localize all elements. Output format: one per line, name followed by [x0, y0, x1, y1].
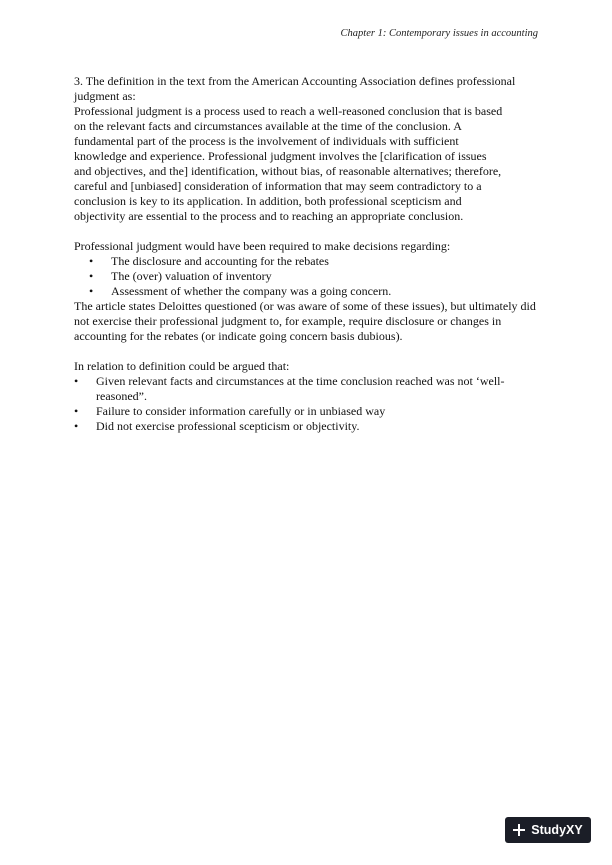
brand-name: StudyXY [531, 823, 583, 837]
relation-intro: In relation to definition could be argued that: [74, 359, 290, 373]
list-item: • Assessment of whether the company was a going concern. [111, 284, 542, 299]
intro-paragraph: 3. The definition in the text from the American Accounting Association defines professional judgment as: [74, 74, 516, 103]
decisions-list [74, 254, 542, 299]
studyxy-badge[interactable] [505, 817, 591, 843]
definition-quote: Professional judgment is a process used to reach a well-reasoned conclusion that is based on the relevant facts and circumstances available at the time of the conclusion. A fundamental part of the process is the involvement of individuals with sufficient knowledge and experience. Professional judgment involves the [clarification of issues and objectives, and the] identification, without bias, of reasonable alternatives; therefore, careful and [unbiased] consideration of information that may seem contradictory to a conclusion is key to its application. In addition, both professional scepticism and objectivity are essential to the process and to reaching an appropriate conclusion. [74, 104, 503, 223]
list-item: • The (over) valuation of inventory [111, 269, 542, 284]
list-item: • Given relevant facts and circumstances at the time conclusion reached was not ‘well-reasoned”. [96, 374, 542, 404]
list-item: • The disclosure and accounting for the rebates [111, 254, 542, 269]
list-item: • Failure to consider information carefully or in unbiased way [96, 404, 542, 419]
arguments-list [74, 374, 542, 434]
answer-body [74, 74, 542, 434]
chapter-header: Chapter 1: Contemporary issues in accounting [340, 28, 538, 39]
plus-icon [513, 824, 525, 836]
article-paragraph: The article states Deloittes questioned (or was aware of some of these issues), but ultimately did not exercise their professional judgment to, for example, require disclosure or changes in accounting for the rebates (or indicate going concern basis dubious). [74, 299, 536, 343]
list-item: • Did not exercise professional scepticism or objectivity. [96, 419, 542, 434]
decisions-intro: Professional judgment would have been required to make decisions regarding: [74, 239, 451, 253]
